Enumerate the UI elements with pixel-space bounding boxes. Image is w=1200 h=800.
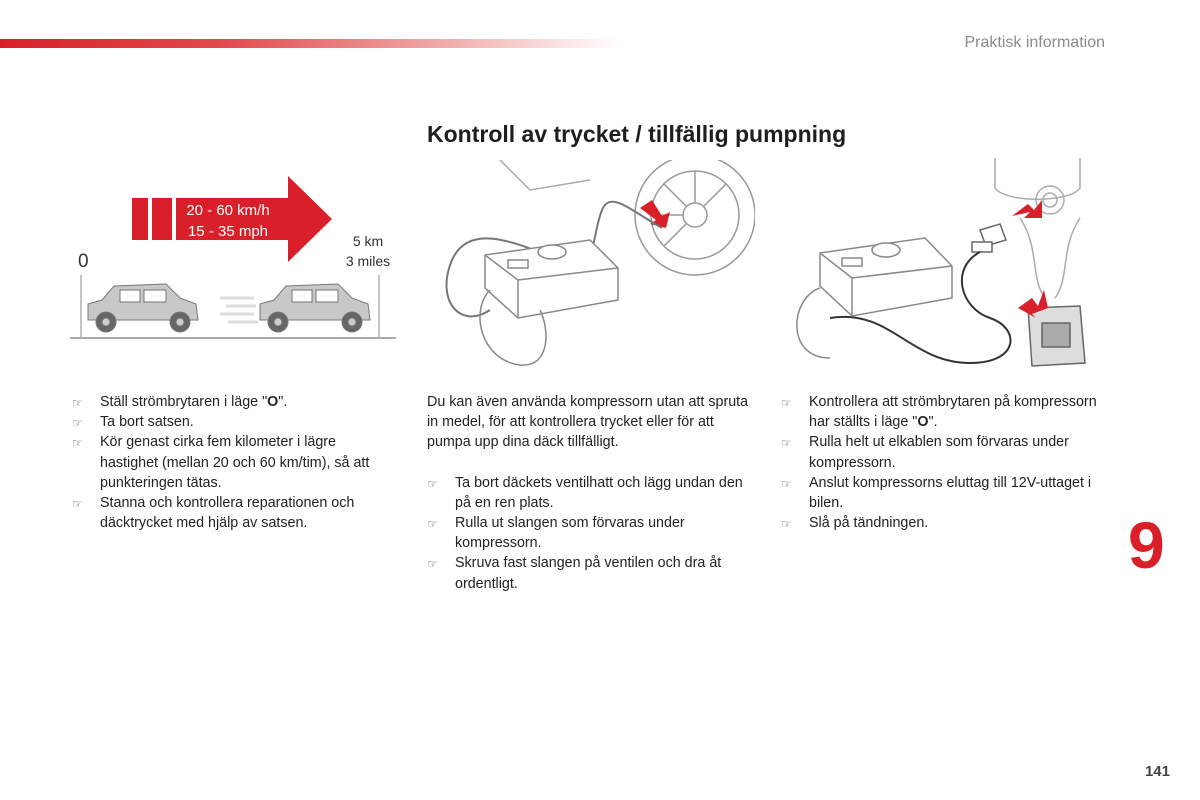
compressor-12v-illustration: [780, 158, 1100, 373]
speed-mph-label: 15 - 35 mph: [187, 223, 269, 240]
list-item: ☞ Kontrollera att strömbrytaren på kompressorn har ställts i läge "O".: [781, 394, 1097, 431]
pointing-hand-icon: ☞: [72, 497, 83, 512]
pointing-hand-icon: ☞: [781, 396, 792, 410]
pointing-hand-icon: ☞: [72, 436, 83, 451]
dashboard-icon: [995, 158, 1080, 298]
list-item: ☞ Kör genast cirka fem kilometer i lägre hastighet (mellan 20 och 60 km/tim), så att punkteringen tätas.: [72, 434, 370, 491]
pointing-hand-icon: ☞: [427, 557, 438, 572]
page-title: Kontroll av trycket / tillfällig pumpning: [427, 121, 847, 147]
speed-kmh-label: 20 - 60 km/h: [186, 202, 270, 219]
socket-arrow-icon: [1012, 200, 1042, 218]
pointing-hand-icon: ☞: [427, 476, 438, 491]
plug-icon: [972, 224, 1006, 252]
motion-blur-lines: [220, 298, 258, 322]
pointing-hand-icon: ☞: [781, 517, 792, 532]
page-number: 141: [1144, 763, 1170, 780]
speed-arrow: [176, 176, 332, 262]
section-title: Praktisk information: [964, 34, 1105, 51]
instruction-list: [72, 392, 392, 533]
pointing-hand-icon: ☞: [781, 476, 792, 491]
list-item: ☞ Rulla helt ut elkablen som förvaras under kompressorn.: [781, 434, 1069, 471]
list-item: ☞ Rulla ut slangen som förvaras under kompressorn.: [427, 515, 685, 552]
speed-bar-1: [132, 198, 148, 240]
column-drive-instructions: [72, 392, 392, 533]
column-power-connection: [781, 392, 1101, 533]
pointing-hand-icon: ☞: [72, 396, 83, 410]
instruction-list: [427, 473, 757, 594]
pointing-hand-icon: ☞: [781, 436, 792, 451]
car-body-outline: [500, 160, 590, 190]
chapter-number: 9: [1128, 508, 1165, 582]
header-accent-bar: [0, 39, 620, 48]
speed-distance-illustration: [70, 170, 400, 345]
pointing-hand-icon: ☞: [427, 517, 438, 532]
distance-miles-label: 3 miles: [345, 253, 391, 269]
compressor-icon: [820, 238, 952, 316]
pointing-hand-icon: ☞: [72, 416, 83, 431]
list-item: ☞ Ställ strömbrytaren i läge "O".: [72, 392, 392, 412]
list-item: ☞ Skruva fast slangen på ventilen och dra åt ordentligt.: [427, 555, 722, 592]
list-item: ☞ Stanna och kontrollera reparationen och däcktrycket med hjälp av satsen.: [72, 495, 355, 532]
column-pressure-check: [427, 392, 757, 594]
compressor-tyre-illustration: [440, 160, 755, 375]
list-item: ☞ Ta bort däckets ventilhatt och lägg undan den på en ren plats.: [427, 474, 743, 511]
speed-bar-2: [152, 198, 172, 240]
start-label: 0: [78, 251, 89, 272]
list-item: ☞ Ta bort satsen.: [72, 412, 392, 432]
compressor-icon: [485, 240, 618, 318]
instruction-list: [781, 392, 1101, 533]
intro-paragraph: Du kan även använda kompressorn utan att spruta in medel, för att kontrollera trycket eller för att pumpa upp dina däck tillfälligt.: [427, 394, 749, 451]
distance-km-label: 5 km: [352, 233, 384, 249]
list-item: ☞ Slå på tändningen.: [781, 513, 1101, 533]
car-moving-icon: [260, 284, 370, 332]
car-start-icon: [88, 284, 198, 332]
ignition-icon: [1028, 306, 1085, 366]
list-item: ☞ Anslut kompressorns eluttag till 12V-uttaget i bilen.: [781, 474, 1092, 512]
hose-loop: [797, 288, 830, 358]
